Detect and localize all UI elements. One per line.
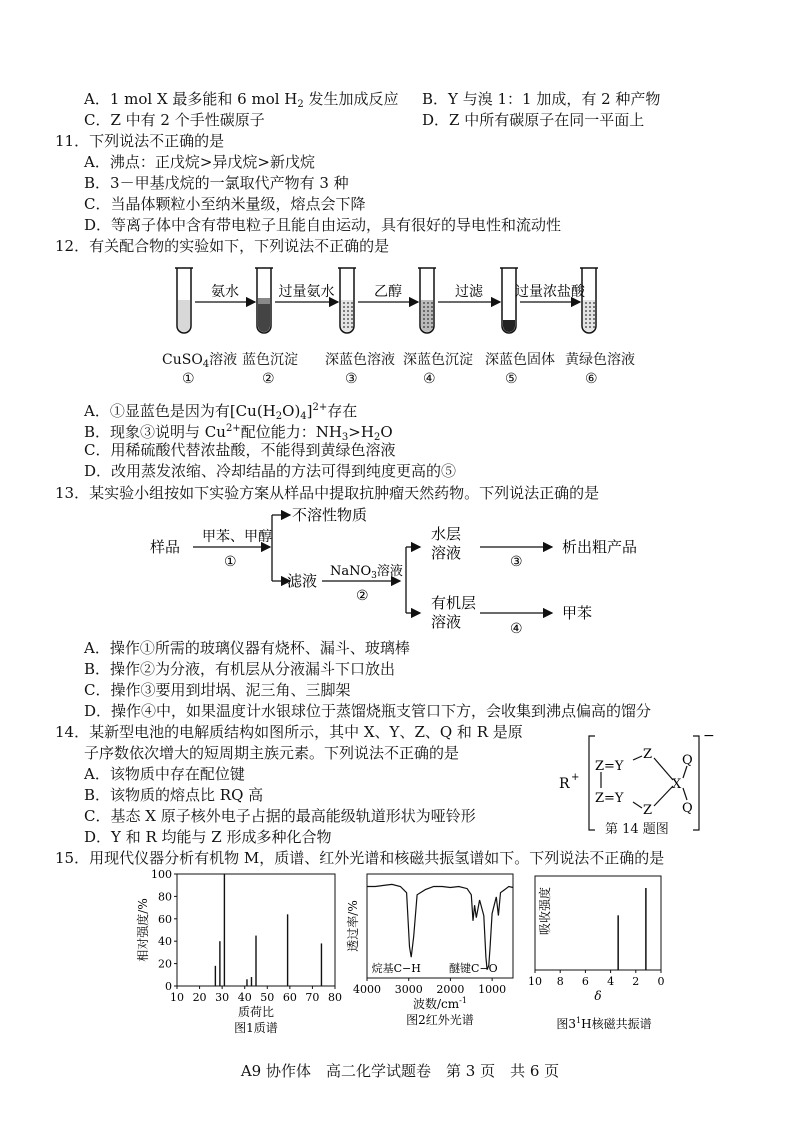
- arrow-label-3: 乙醇: [374, 284, 402, 300]
- tube-particle: [351, 302, 353, 304]
- q13-flowchart: [150, 503, 670, 638]
- ir-x-tick-label: 3000: [394, 983, 423, 996]
- tube-label-6: 黄绿色溶液: [565, 352, 635, 368]
- ms-x-tick-label: 60: [282, 991, 297, 1004]
- tube-particle: [427, 314, 429, 316]
- ms-y-tick-label: 60: [158, 912, 172, 926]
- tube-particle: [343, 322, 345, 324]
- nmr-x-tick-label: 6: [581, 975, 589, 988]
- ms-x-tick-label: 10: [170, 991, 184, 1004]
- q10-option-b: B．Y 与溴 1：1 加成，有 2 种产物: [422, 90, 661, 108]
- tube-particle: [431, 326, 433, 328]
- test-tube-2: [255, 268, 273, 333]
- tube-particle: [593, 306, 595, 308]
- tube-solid: [503, 320, 515, 332]
- ms-y-label: 相对强度/%: [136, 898, 150, 962]
- q12-option-c: C．用稀硫酸代替浓盐酸，不能得到黄绿色溶液: [84, 441, 396, 459]
- tube-particle: [423, 322, 425, 324]
- q11-option-d: D．等离子体中含有带电粒子且能自由运动，具有很好的导电性和流动性: [84, 216, 562, 234]
- tube-label-4: 深蓝色沉淀: [403, 352, 473, 368]
- tube-particle: [593, 310, 595, 312]
- tube-particle: [585, 310, 587, 312]
- ir-x-tick-label: 2000: [436, 983, 465, 996]
- q14-stem-2: 子序数依次增大的短周期主族元素。下列说法不正确的是: [84, 744, 460, 762]
- tube-particle: [427, 306, 429, 308]
- nmr-x-tick-label: 0: [657, 975, 665, 988]
- tube-particle: [589, 302, 591, 304]
- ir-annotation-co: 醚键C−O: [449, 962, 498, 975]
- tube-particle: [351, 322, 353, 324]
- ir-spectrum-chart: [345, 866, 525, 1036]
- tube-particle: [585, 302, 587, 304]
- struct-x: X: [672, 777, 682, 792]
- flow-reagent2: NaNO$_3$溶液: [330, 564, 403, 581]
- ms-y-tick-label: 40: [158, 935, 172, 949]
- q14-option-a: A．该物质中存在配位键: [84, 765, 245, 783]
- struct-z-bottom: Z: [643, 803, 653, 818]
- tube-particle: [427, 322, 429, 324]
- flow-filtrate: 滤液: [287, 572, 318, 590]
- tube-label-1: CuSO$_4$溶液: [162, 352, 238, 370]
- ms-x-tick-label: 70: [305, 991, 320, 1004]
- struct-minus: −: [703, 728, 715, 744]
- flow-insoluble: 不溶性物质: [292, 506, 368, 524]
- q10-option-a: A．1 mol X 最多能和 6 mol $H_2$ 发生加成反应: [84, 90, 399, 110]
- tube-particle: [589, 322, 591, 324]
- q13-option-d: D．操作④中，如果温度计水银球位于蒸馏烧瓶支管口下方，会收集到沸点偏高的馏分: [84, 702, 652, 720]
- tube-particle: [423, 318, 425, 320]
- struct-q-top: Q: [682, 753, 693, 768]
- tube-particle: [351, 326, 353, 328]
- q12-option-b: B．现象③说明与 $Cu^{2+}$配位能力：$NH_3>H_2O$: [84, 423, 393, 443]
- arrow-label-1: 氨水: [211, 284, 239, 300]
- ms-x-tick-label: 20: [192, 991, 207, 1004]
- tube-particle: [589, 326, 591, 328]
- q14-option-b: B．该物质的熔点比 RQ 高: [84, 786, 264, 804]
- ir-annotation-ch: 烷基C−H: [371, 962, 421, 975]
- ms-x-tick-label: 30: [215, 991, 230, 1004]
- mass-spectrum-chart: [135, 866, 345, 1036]
- nmr-x-tick-label: 4: [607, 975, 615, 988]
- arrow-label-2: 过量氨水: [278, 284, 335, 300]
- tube-particle: [351, 318, 353, 320]
- tube-particle: [585, 314, 587, 316]
- flow-org-layer: 有机层: [431, 594, 477, 612]
- q12-option-d: D．改用蒸发浓缩、冷却结晶的方法可得到纯度更高的⑤: [84, 462, 457, 480]
- flow-org-layer-2: 溶液: [431, 613, 462, 631]
- ms-y-tick-label: 0: [165, 980, 172, 993]
- ms-y-tick-label: 80: [158, 890, 172, 904]
- tube-particle: [593, 322, 595, 324]
- tube-particle: [347, 318, 349, 320]
- tube-particle: [585, 318, 587, 320]
- q11-stem: 11．下列说法不正确的是: [55, 132, 225, 150]
- tube-particle: [593, 326, 595, 328]
- tube-label-2: 蓝色沉淀: [242, 352, 298, 368]
- tube-particle: [585, 326, 587, 328]
- flow-reagent1: 甲苯、甲醇: [202, 529, 272, 545]
- tube-particle: [585, 322, 587, 324]
- ir-x-label: 波数$/cm^{-1}$: [413, 996, 467, 1011]
- nmr-y-label: 吸收强度: [538, 886, 552, 936]
- tube-particle: [351, 310, 353, 312]
- tube-particle: [589, 306, 591, 308]
- ir-title: 图2红外光谱: [406, 1013, 474, 1027]
- nmr-title-post: H核磁共振谱: [581, 1017, 652, 1031]
- ms-x-tick-label: 80: [328, 991, 342, 1004]
- tube-particle: [431, 322, 433, 324]
- tube-particle: [589, 318, 591, 320]
- tube-particle: [343, 314, 345, 316]
- tube-particle: [423, 310, 425, 312]
- tube-particle: [343, 318, 345, 320]
- flow-step2: ②: [356, 588, 369, 604]
- nmr-x-tick-label: 10: [528, 975, 542, 988]
- ir-x-tick-label: 1000: [478, 983, 507, 996]
- nmr-plot-frame: [535, 876, 661, 970]
- ir-x-label-sup: -1: [459, 996, 467, 1005]
- tube-particle: [431, 302, 433, 304]
- struct-z-top: Z: [643, 747, 653, 762]
- q13-option-a: A．操作①所需的玻璃仪器有烧杯、漏斗、玻璃棒: [84, 639, 410, 657]
- flow-water-layer: 水层: [431, 525, 462, 543]
- tube-particle: [347, 326, 349, 328]
- test-tube-4: [418, 268, 436, 333]
- test-tube-5: [500, 268, 518, 333]
- tube-particle: [423, 314, 425, 316]
- arrow-label-4: 过滤: [455, 284, 483, 300]
- q10-option-d: D．Z 中所有碳原子在同一平面上: [422, 111, 645, 129]
- q13-option-c: C．操作③要用到坩埚、泥三角、三脚架: [84, 681, 351, 699]
- tube-number-6: ⑥: [585, 371, 598, 387]
- ms-x-tick-label: 50: [260, 991, 275, 1004]
- q13-option-b: B．操作②为分液，有机层从分液漏斗下口放出: [84, 660, 396, 678]
- nmr-spectrum-chart: [525, 866, 680, 1036]
- q11-option-c: C．当晶体颗粒小至纳米量级，熔点会下降: [84, 195, 366, 213]
- tube-label-5: 深蓝色固体: [485, 352, 555, 368]
- tube-particle: [431, 306, 433, 308]
- nmr-title-main: 图3: [556, 1017, 577, 1031]
- tube-particle: [431, 314, 433, 316]
- tube-particle: [593, 302, 595, 304]
- struct-q-bottom: Q: [682, 801, 693, 816]
- q12-option-a: A．①显蓝色是因为有$[Cu(H_2O)_4]^{2+}$存在: [84, 402, 358, 422]
- ms-x-label: 质荷比: [237, 1005, 275, 1019]
- ms-y-tick-label: 100: [151, 868, 172, 881]
- tube-particle: [589, 314, 591, 316]
- nmr-x-tick-label: 8: [556, 975, 564, 988]
- tube-particle: [351, 306, 353, 308]
- flow-water-layer-2: 溶液: [431, 544, 462, 562]
- nmr-title: [556, 1016, 651, 1031]
- tube-particle: [427, 310, 429, 312]
- test-tube-6: [580, 268, 598, 333]
- q14-stem-1: 14．某新型电池的电解质结构如图所示，其中 X、Y、Z、Q 和 R 是原: [55, 723, 523, 741]
- tube-label-3: 深蓝色溶液: [325, 352, 395, 368]
- tube-number-1: ①: [182, 371, 195, 387]
- ms-title: 图1质谱: [234, 1021, 278, 1035]
- q14-caption: 第 14 题图: [605, 822, 669, 837]
- q14-option-c: C．基态 X 原子核外电子占据的最高能级轨道形状为哑铃形: [84, 807, 476, 825]
- ms-x-tick-label: 40: [237, 991, 252, 1004]
- test-tube-3: [338, 268, 356, 333]
- tube-particle: [423, 302, 425, 304]
- q15-stem: 15．用现代仪器分析有机物 M，质谱、红外光谱和核磁共振氢谱如下。下列说法不正确的是: [55, 849, 665, 867]
- struct-zy-top: Z=Y: [595, 759, 624, 774]
- tube-number-5: ⑤: [505, 371, 518, 387]
- arrow-label-5: 过量浓盐酸: [515, 284, 585, 300]
- tube-particle: [423, 326, 425, 328]
- tube-particle: [347, 314, 349, 316]
- tube-number-4: ④: [423, 371, 436, 387]
- flow-sample: 样品: [150, 538, 181, 556]
- tube-particle: [427, 302, 429, 304]
- tube-particle: [593, 314, 595, 316]
- nmr-x-tick-label: 2: [632, 975, 640, 988]
- ms-y-tick-label: 20: [158, 957, 172, 971]
- tube-particle: [343, 306, 345, 308]
- tube-particle: [585, 306, 587, 308]
- q12-stem: 12．有关配合物的实验如下，下列说法不正确的是: [55, 237, 390, 255]
- tube-particle: [431, 318, 433, 320]
- tube-particle: [427, 326, 429, 328]
- tube-particle: [589, 310, 591, 312]
- flow-crude: 析出粗产品: [562, 538, 638, 556]
- tube-number-2: ②: [262, 371, 275, 387]
- tube-particle: [347, 310, 349, 312]
- tube-liquid: [178, 300, 190, 332]
- tube-particle: [343, 310, 345, 312]
- tube-particle: [593, 318, 595, 320]
- flow-toluene: 甲苯: [562, 604, 593, 622]
- tube-particle: [431, 310, 433, 312]
- q13-stem: 13．某实验小组按如下实验方案从样品中提取抗肿瘤天然药物。下列说法正确的是: [55, 484, 600, 502]
- ir-spectrum-line: [367, 884, 513, 969]
- tube-particle: [423, 306, 425, 308]
- struct-r: R: [559, 776, 570, 792]
- q14-option-d: D．Y 和 R 均能与 Z 形成多种化合物: [84, 828, 332, 846]
- tube-particle: [427, 318, 429, 320]
- struct-r-plus: +: [571, 772, 580, 783]
- q10-option-c: C．Z 中有 2 个手性碳原子: [84, 111, 265, 129]
- tube-number-3: ③: [345, 371, 358, 387]
- page-footer: A9 协作体 高二化学试题卷 第 3 页 共 6 页: [240, 1062, 560, 1080]
- tube-particle: [347, 322, 349, 324]
- q11-option-a: A．沸点：正戊烷>异戊烷>新戊烷: [84, 153, 315, 171]
- test-tube-1: [175, 268, 193, 333]
- flow-step3: ③: [510, 554, 523, 570]
- ir-x-tick-label: 4000: [353, 983, 381, 996]
- nmr-title-sup: 1: [576, 1016, 582, 1025]
- tube-particle: [351, 314, 353, 316]
- ir-y-label: 透过率/%: [346, 900, 360, 952]
- tube-particle: [343, 302, 345, 304]
- tube-liquid-surface: [258, 298, 270, 304]
- tube-particle: [347, 306, 349, 308]
- q11-option-b: B．3－甲基戊烷的一氯取代产物有 3 种: [84, 174, 349, 192]
- struct-zy-bottom: Z=Y: [595, 791, 624, 806]
- flow-step4: ④: [510, 621, 523, 637]
- tube-particle: [347, 302, 349, 304]
- tube-particle: [343, 326, 345, 328]
- nmr-x-label: δ: [594, 989, 602, 1003]
- flow-step1: ①: [224, 554, 237, 570]
